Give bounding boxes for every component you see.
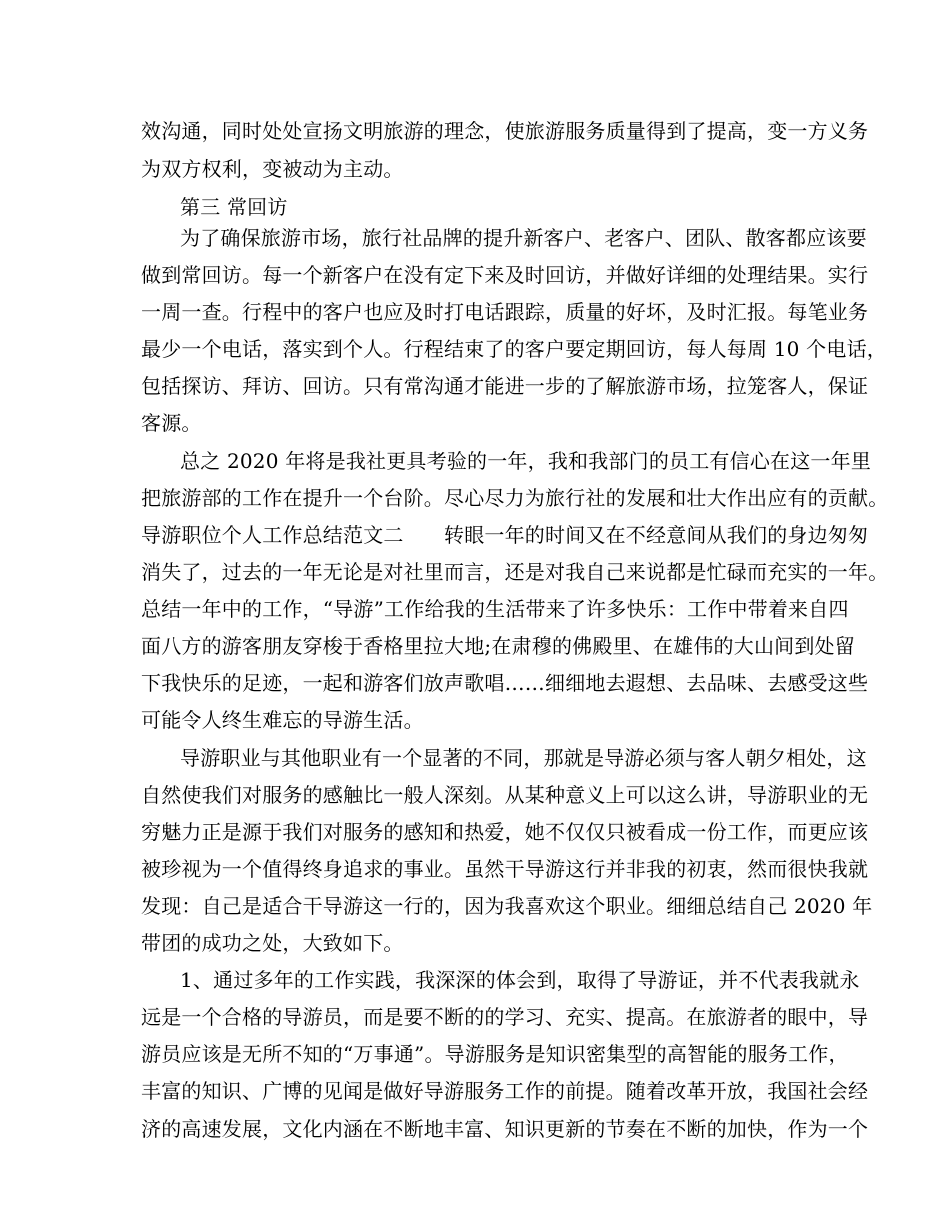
text-line: 总之 2020 年将是我社更具考验的一年，我和我部门的员工有信心在这一年里: [180, 449, 872, 473]
text-line: 消失了，过去的一年无论是对社里而言，还是对我自己来说都是忙碌而充实的一年。: [141, 560, 889, 584]
text-line: 穷魅力正是源于我们对服务的感知和热爱，她不仅仅只被看成一份工作，而更应该: [141, 820, 869, 844]
text-line: 远是一个合格的导游员，而是要不断的的学习、充实、提高。在旅游者的眼中，导: [141, 1005, 869, 1029]
text-line: 发现：自己是适合干导游这一行的，因为我喜欢这个职业。细细总结自己 2020 年: [141, 894, 873, 918]
text-line: 效沟通，同时处处宣扬文明旅游的理念，使旅游服务质量得到了提高，变一方义务: [141, 119, 869, 143]
text-line: 游员应该是无所不知的“万事通”。导游服务是知识密集型的高智能的服务工作，: [141, 1042, 849, 1066]
text-line: 济的高速发展，文化内涵在不断地丰富、知识更新的节奏在不断的加快，作为一个: [141, 1117, 869, 1141]
text-line: 最少一个电话，落实到个人。行程结束了的客户要定期回访，每人每周 10 个电话，: [141, 337, 887, 361]
text-line: 导游职位个人工作总结范文二 转眼一年的时间又在不经意间从我们的身边匆匆: [141, 523, 869, 547]
text-line: 导游职业与其他职业有一个显著的不同，那就是导游必须与客人朝夕相处，这: [180, 746, 867, 770]
text-line: 带团的成功之处，大致如下。: [141, 931, 404, 955]
text-line: 面八方的游客朋友穿梭于香格里拉大地;在肃穆的佛殿里、在雄伟的大山间到处留: [141, 634, 855, 658]
text-line: 下我快乐的足迹，一起和游客们放声歌唱……细细地去遐想、去品味、去感受这些: [141, 671, 869, 695]
text-line: 做到常回访。每一个新客户在没有定下来及时回访，并做好详细的处理结果。实行: [141, 263, 869, 287]
text-line: 把旅游部的工作在提升一个台阶。尽心尽力为旅行社的发展和壮大作出应有的贡献。: [141, 486, 889, 510]
text-line: 为双方权利，变被动为主动。: [141, 157, 404, 181]
text-line: 自然使我们对服务的感触比一般人深刻。从某种意义上可以这么讲，导游职业的无: [141, 783, 869, 807]
text-line: 可能令人终生难忘的导游生活。: [141, 708, 424, 732]
text-line: 被珍视为一个值得终身追求的事业。虽然干导游这行并非我的初衷，然而很快我就: [141, 857, 869, 881]
text-line: 总结一年中的工作，“导游”工作给我的生活带来了许多快乐：工作中带着来自四: [141, 597, 849, 621]
section-heading: 第三 常回访: [180, 195, 288, 219]
text-line: 客源。: [141, 411, 202, 435]
text-line: 1、通过多年的工作实践，我深深的体会到，取得了导游证，并不代表我就永: [180, 968, 860, 992]
text-line: 一周一查。行程中的客户也应及时打电话跟踪，质量的好坏，及时汇报。每笔业务: [141, 300, 869, 324]
text-line: 包括探访、拜访、回访。只有常沟通才能进一步的了解旅游市场，拉笼客人，保证: [141, 374, 869, 398]
text-line: 丰富的知识、广博的见闻是做好导游服务工作的前提。随着改革开放，我国社会经: [141, 1079, 869, 1103]
text-line: 为了确保旅游市场，旅行社品牌的提升新客户、老客户、团队、散客都应该要: [180, 226, 867, 250]
